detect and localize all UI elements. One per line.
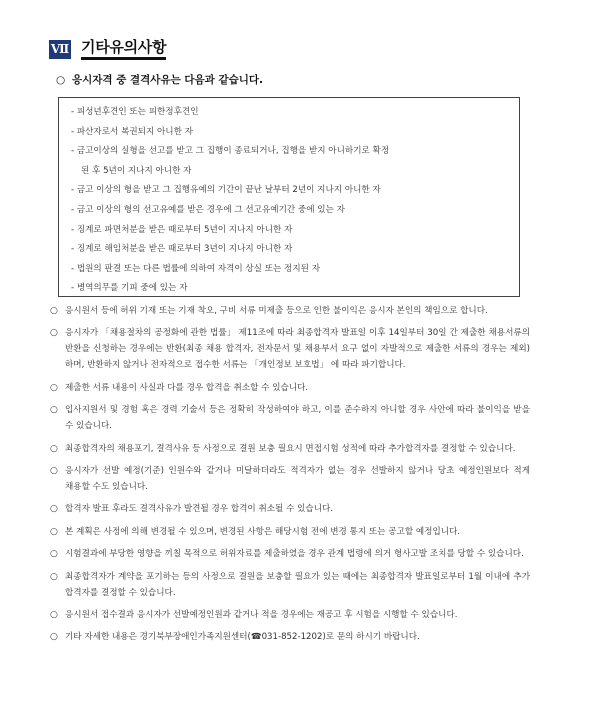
note-bullet: ○	[50, 443, 58, 454]
heading-bullet: ○	[56, 74, 66, 86]
disqualification-item: - 피성년후견인 또는 피한정후견인	[71, 107, 199, 117]
note-bullet: ○	[50, 465, 58, 476]
note-text: 최종합격자의 채용포기, 결격사유 등 사정으로 결원 보충 필요시 면접시험 성적에 따라 추가합격자를 결정할 수 있습니다.	[65, 443, 516, 454]
disqualification-item-continuation: 된 후 5년이 지나지 아니한 자	[81, 165, 192, 176]
disqualification-item: - 금고이상의 실형을 선고를 받고 그 집행이 종료되거나, 집행을 받지 아니하기로 확정	[71, 146, 390, 157]
disqualification-item: - 병역의무를 기피 중에 있는 자	[71, 283, 188, 294]
note-item	[50, 524, 530, 540]
note-item	[50, 546, 530, 562]
note-bullet: ○	[50, 526, 58, 537]
disqualification-item: - 징계로 해임처분을 받은 때로부터 3년이 지나지 아니한 자	[71, 244, 293, 255]
note-item	[50, 441, 530, 457]
disqualification-item: - 금고 이상의 형의 선고유예를 받은 경우에 그 선고유예기간 중에 있는 자	[71, 204, 345, 215]
disqualification-box	[58, 97, 520, 297]
heading-text: 응시자격 중 결격사유는 다음과 같습니다.	[72, 74, 264, 86]
note-bullet: ○	[50, 328, 58, 339]
notes-list	[50, 303, 530, 652]
note-text: 합격자 발표 후라도 결격사유가 발견될 경우 합격이 취소될 수 있습니다.	[65, 504, 334, 515]
note-item	[50, 463, 530, 495]
section-number-badge: Ⅶ	[49, 40, 71, 59]
note-item	[50, 569, 530, 601]
note-bullet: ○	[50, 632, 58, 643]
disqualification-item: - 징계로 파면처분을 받은 때로부터 5년이 지나지 아니한 자	[71, 224, 293, 235]
section-title: 기타유의사항	[81, 38, 166, 60]
note-text: 응시원서 접수결과 응시자가 선발예정인원과 같거나 적을 경우에는 재공고 후 시험을 시행할 수 있습니다.	[65, 609, 458, 620]
disqualification-item: - 금고 이상의 형을 받고 그 집행유예의 기간이 끝난 날부터 2년이 지나지 아니한 자	[71, 185, 381, 196]
disqualification-item: - 파산자로서 복권되지 아니한 자	[71, 126, 193, 137]
note-item	[50, 303, 530, 319]
note-bullet: ○	[50, 549, 58, 560]
note-text: 응시원서 등에 허위 기재 또는 기재 착오, 구비 서류 미제출 등으로 인한 불이익은 응시자 본인의 책임으로 합니다.	[65, 306, 488, 316]
note-text: 응시자가 선발 예정(기준) 인원수와 같거나 미달하더라도 적격자가 없는 경우 선발하지 않거나 당초 예정인원보다 적게 채용할 수도 있습니다.	[65, 465, 530, 492]
note-text: 최종합격자가 계약을 포기하는 등의 사정으로 결원을 보충할 필요가 있는 때에는 최종합격자 발표일로부터 1월 이내에 추가 합격자를 결정할 수 있습니다.	[65, 571, 530, 598]
note-text: 본 계획은 사정에 의해 변경될 수 있으며, 변경된 사항은 해당시험 전에 변경 통지 또는 공고할 예정입니다.	[65, 526, 461, 537]
note-item	[50, 501, 530, 517]
note-bullet: ○	[50, 306, 58, 316]
note-item	[50, 325, 530, 373]
note-bullet: ○	[50, 609, 58, 620]
disqualification-heading	[56, 72, 263, 87]
note-text: 입사지원서 및 경험 혹은 경력 기술서 등은 정확히 작성하여야 하고, 이를 준수하지 아니할 경우 사안에 따라 불이익을 받을 수 있습니다.	[65, 405, 530, 432]
disqualification-item: - 법원의 판결 또는 다른 법률에 의하여 자격이 상실 또는 정지된 자	[71, 263, 320, 274]
note-bullet: ○	[50, 504, 58, 515]
section-header	[49, 38, 166, 60]
note-item	[50, 380, 530, 396]
note-text: 기타 자세한 내용은 경기북부장애인가족지원센터(☎031-852-1202)로 문의 하시기 바랍니다.	[65, 632, 420, 643]
note-item	[50, 629, 530, 645]
note-text: 시험결과에 부당한 영향을 끼칠 목적으로 허위자료를 제출하였을 경우 관계 법령에 의거 형사고발 조치를 당할 수 있습니다.	[65, 549, 524, 560]
note-text: 응시자가 「채용절차의 공정화에 관한 법률」 제11조에 따라 최종합격자 발표일 이후 14일부터 30일 간 제출한 채용서류의 반환을 신청하는 경우에는 반환(최종 채용 합격자, 전자문서 및 채용부서 요구 없이 자발적으로 제출한 서류의 경우는 제외)하며, 반환하지 않거나 전자적으로 접수한 서류는 「개인정보 보호법」 에 따라 파기합니다.	[65, 328, 530, 371]
note-item	[50, 402, 530, 434]
note-bullet: ○	[50, 382, 58, 393]
note-bullet: ○	[50, 405, 58, 416]
note-bullet: ○	[50, 571, 58, 582]
note-item	[50, 607, 530, 623]
note-text: 제출한 서류 내용이 사실과 다를 경우 합격을 취소할 수 있습니다.	[65, 382, 309, 393]
